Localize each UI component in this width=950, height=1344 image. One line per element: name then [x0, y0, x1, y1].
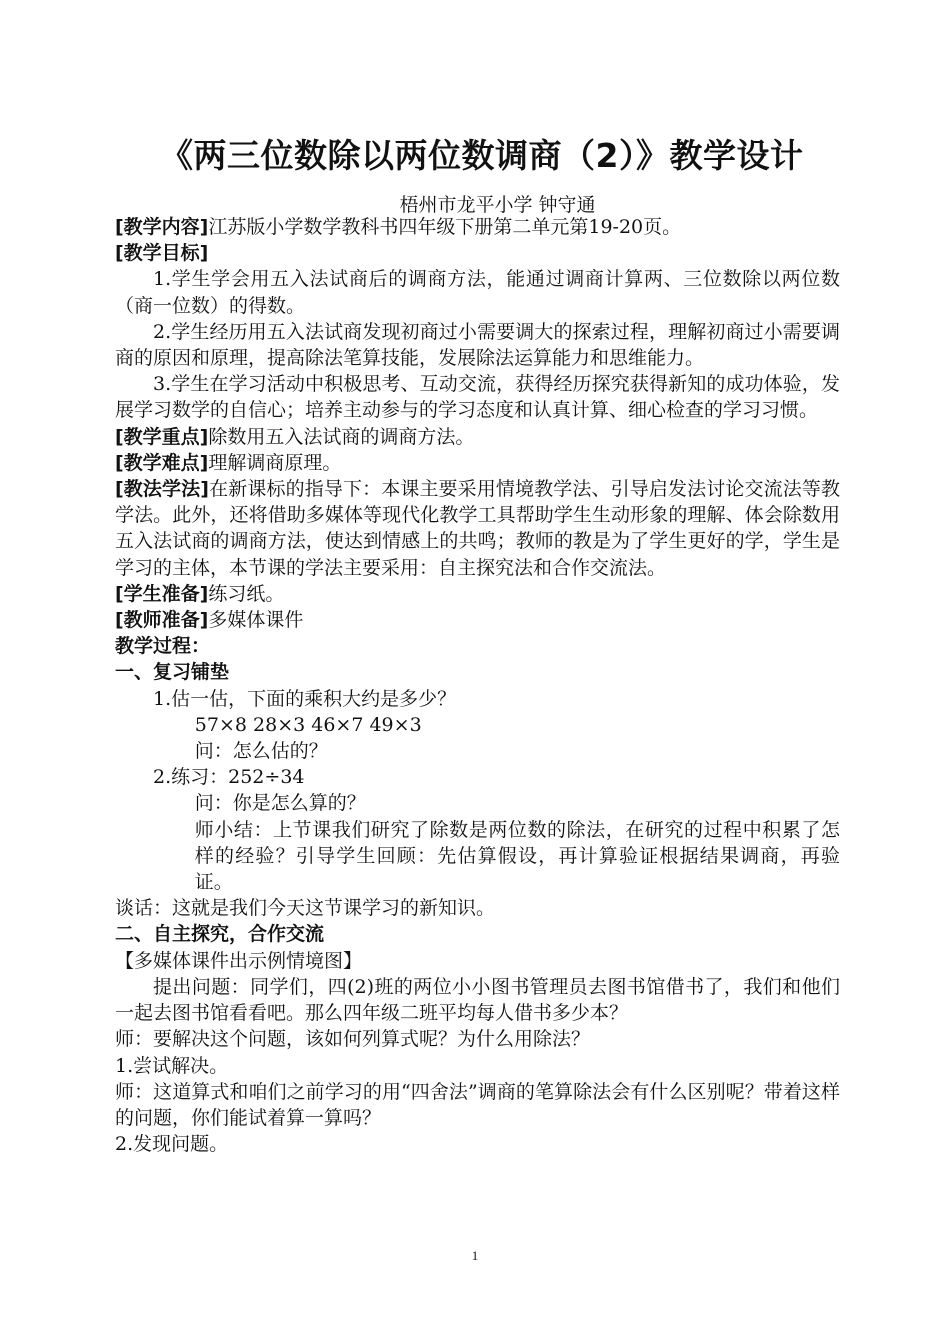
goal-3: 3.学生在学习活动中积极思考、互动交流，获得经历探究获得新知的成功体验，发展学习数学的自信心；培养主动参与的学习态度和认真计算、细心检查的学习习惯。	[115, 373, 840, 422]
document-title: 《两三位数除以两位数调商（2）》教学设计	[160, 136, 804, 175]
review-question-1: 1.估一估，下面的乘积大约是多少？	[153, 687, 457, 710]
review-expressions: 57×8 28×3 46×7 49×3	[194, 713, 422, 736]
section-2-heading: 二、自主探究，合作交流	[115, 923, 325, 946]
teacher-prep-text: 多媒体课件	[208, 609, 304, 632]
talk-line: 谈话：这就是我们今天这节课学习的新知识。	[115, 897, 496, 920]
goal-2: 2.学生经历用五入法试商发现初商过小需要调大的探索过程，理解初商过小需要调商的原因和原理，提高除法笔算技能，发展除法运算能力和思维能力。	[115, 320, 840, 370]
method-label: [教法学法]	[115, 478, 209, 501]
step-1: 1.尝试解决。	[115, 1054, 229, 1077]
teacher-prep-paragraph	[115, 607, 840, 633]
page-number: 1	[471, 1248, 479, 1263]
goals-heading	[115, 240, 840, 266]
difficulty-paragraph	[115, 450, 840, 476]
method-text: 在新课标的指导下：本课主要采用情境教学法、引导启发法讨论交流法等教学法。此外，还将借助多媒体等现代化教学工具帮助学生生动形象的理解、体会除数用五入法试商的调商方法，使达到情感上的共鸣；教师的教是为了学生更好的学，学生是学习的主体，本节课的学法主要采用：自主探究法和合作交流法。	[115, 478, 840, 579]
goal-1: 1.学生学会用五入法试商后的调商方法，能通过调商计算两、三位数除以两位数（商一位数）的得数。	[115, 268, 840, 317]
student-prep-text: 练习纸。	[208, 582, 285, 605]
difficulty-text: 理解调商原理。	[208, 451, 342, 474]
key-label: [教学重点]	[115, 425, 209, 448]
goals-label: [教学目标]	[115, 242, 209, 265]
teacher-line-1: 师：要解决这个问题，该如何列算式呢？为什么用除法？	[115, 1028, 591, 1051]
teacher-summary-text: 师小结：上节课我们研究了除数是两位数的除法，在研究的过程中积累了怎样的经验？引导学生回顾：先估算假设，再计算验证根据结果调商，再验证。	[194, 818, 840, 894]
media-line: 【多媒体课件出示例情境图】	[115, 949, 363, 972]
teacher-prep-label: [教师准备]	[115, 609, 209, 632]
content-text: 江苏版小学数学教科书四年级下册第二单元第19-20页。	[208, 216, 682, 238]
teacher-line-2: 师：这道算式和咱们之前学习的用“四舍法”调商的笔算除法会有什么区别呢？带着这样的问题，你们能试着算一算吗？	[115, 1080, 840, 1129]
student-prep-label: [学生准备]	[115, 582, 209, 605]
student-prep-paragraph	[115, 581, 840, 607]
problem-paragraph: 提出问题：同学们，四(2)班的两位小小图书管理员去图书馆借书了，我们和他们一起去图书馆看看吧。那么四年级二班平均每人借书多少本？	[115, 975, 840, 1025]
step-2: 2.发现问题。	[115, 1133, 229, 1156]
teacher-summary	[115, 817, 840, 896]
document-body	[115, 214, 840, 1157]
method-paragraph	[115, 476, 840, 581]
key-paragraph	[115, 424, 840, 450]
content-paragraph	[115, 214, 840, 240]
review-ask-2: 问：你是怎么算的？	[194, 792, 366, 815]
key-text: 除数用五入法试商的调商方法。	[208, 425, 475, 448]
content-label: [教学内容]	[115, 216, 209, 238]
section-1-heading: 一、复习铺垫	[115, 661, 230, 684]
process-heading: 教学过程：	[115, 635, 211, 658]
review-question-2: 2.练习：252÷34	[153, 766, 305, 789]
review-ask-1: 问：怎么估的？	[194, 740, 328, 763]
author-line: 梧州市龙平小学 钟守通	[399, 194, 596, 216]
difficulty-label: [教学难点]	[115, 451, 209, 474]
